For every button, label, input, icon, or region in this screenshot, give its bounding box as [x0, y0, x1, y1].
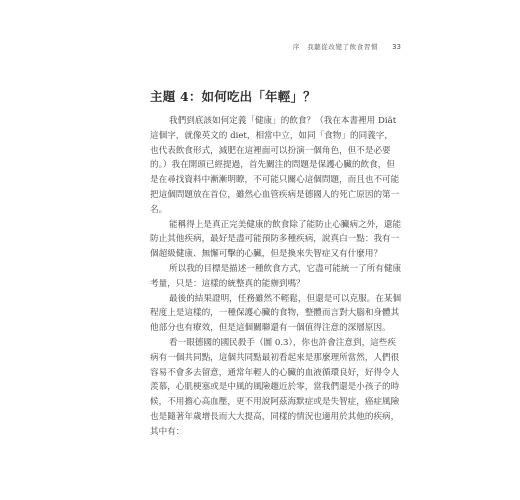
text-line: 也是隨著年歲增長而大大提高，同樣的情況也適用於其他的疾病，	[150, 411, 400, 422]
paragraph	[150, 262, 402, 292]
paragraph	[150, 336, 400, 440]
text-line: 其中有：	[150, 426, 185, 437]
page-number: 33	[392, 43, 401, 51]
text-line: 的。）我在開頭已經提過，首先關注的問題是保護心臟的飲食，但	[150, 160, 395, 171]
text-line: 程度上是這樣的，一種保護心臟的食物，整體而言對大腦和身體其	[150, 308, 400, 319]
running-title: 序 我聽從改變了飲食習慣	[292, 43, 379, 51]
text-line: 所以我的目標是描述一種飲食方式，它盡可能統一了所有健康	[169, 263, 402, 274]
body-text	[150, 114, 402, 440]
text-line: 羨慕，心肌梗塞或是中風的風險趨近於零，當我們還是小孩子的時	[150, 382, 400, 393]
paragraph	[150, 114, 400, 218]
text-line: 候，不用擔心高血壓，更不用說阿茲海默症或是失智症，癌症風險	[150, 397, 400, 408]
text-line: 把這個問題放在首位，雖然心血管疾病是德國人的死亡原因的第一	[150, 189, 400, 200]
paragraph	[150, 218, 402, 262]
text-line: 病有一個共同點，這個共同點最初看起來是那麼理所當然，人們很	[150, 352, 400, 363]
text-line: 考量，只是：這樣的統整真的能辦到嗎？	[150, 278, 305, 289]
text-line: 他部分也有療效，但是這個關聯還有一個值得注意的深層原因。	[150, 323, 391, 334]
text-line: 容易不會多去留意，通常年輕人的心臟的血液循環良好，好得令人	[150, 367, 400, 378]
text-line: 我們到底該如何定義「健康」的飲食？（我在本書裡用 Diät	[169, 116, 397, 126]
paragraph	[150, 292, 402, 336]
text-line: 是在尋找資料中漸漸明瞭，不可能只關心這個問題，而且也不可能	[150, 175, 400, 186]
text-line: 也代表飲食形式，減肥在這裡面可以扮演一個角色，但不是必要	[150, 145, 391, 156]
section-title: 主題 4：如何吃出「年輕」？	[150, 89, 316, 104]
text-line: 防止其他疾病，最好是盡可能預防多種疾病，說真白一點：我有一	[150, 234, 400, 245]
text-line: 最後的結果證明，任務雖然不輕鬆，但還是可以克服。在某個	[169, 293, 402, 304]
text-line: 個超級健康、無懈可擊的心臟，但是換來失智症又有什麼用？	[150, 249, 383, 260]
running-header	[293, 42, 401, 51]
text-line: 這個字，就像英文的 diet，相當中立，如同「食物」的同義字，	[150, 130, 393, 141]
text-line: 看一眼德國的國民殺手（圖 0.3），你也許會注意到，這些疾	[169, 337, 396, 348]
text-line: 能稱得上是真正完美健康的飲食除了能防止心臟病之外，還能	[169, 219, 402, 230]
text-line: 名。	[150, 204, 168, 215]
